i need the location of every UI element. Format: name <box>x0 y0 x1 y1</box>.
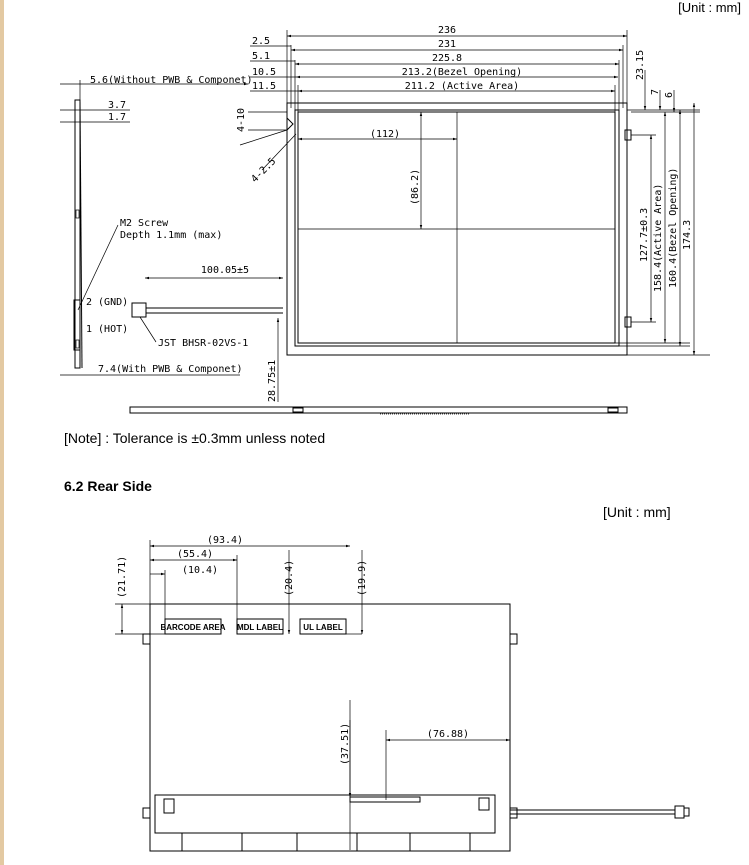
dim-127-7: 127.7±0.3 <box>639 207 650 262</box>
dim-231: 231 <box>437 39 457 50</box>
mount-hole-tl <box>287 118 293 130</box>
screw-depth: Depth 1.1mm (max) <box>120 230 223 241</box>
dim-5-6: 5.6(Without PWB & Componet) <box>90 75 253 86</box>
dim-3-7: 3.7 <box>108 100 127 111</box>
rear-pwb <box>155 795 495 833</box>
dim-28-75: 28.75±1 <box>267 359 278 402</box>
pin-gnd: 2 (GND) <box>86 297 129 308</box>
dim-cable-length: 100.05±5 <box>200 265 250 276</box>
dim-2-5: 2.5 <box>252 36 271 47</box>
dim-11-5: 11.5 <box>252 81 277 92</box>
dim-112: (112) <box>369 129 401 140</box>
dim-bezel-height: 160.4(Bezel Opening) <box>668 167 679 288</box>
section-heading: 6.2 Rear Side <box>64 478 152 494</box>
dim-20-4: (20.4) <box>284 559 295 596</box>
dim-86-2: (86.2) <box>410 168 421 205</box>
unit-label-rear: [Unit : mm] <box>603 504 671 520</box>
front-view <box>236 25 710 355</box>
mount-hole-tr <box>625 130 631 140</box>
unit-label-top: [Unit : mm] <box>678 0 741 15</box>
dim-23-15: 23.15 <box>635 49 646 80</box>
dim-5-1: 5.1 <box>252 51 271 62</box>
dim-7-4: 7.4(With PWB & Componet) <box>98 364 243 375</box>
active-area <box>298 112 615 343</box>
dim-4-r2-5: 4-2.5 <box>249 156 279 186</box>
dim-active-width: 211.2 (Active Area) <box>404 81 520 92</box>
ul-label: UL LABEL <box>303 623 343 632</box>
dim-236: 236 <box>437 25 457 36</box>
dim-55-4: (55.4) <box>176 549 214 560</box>
dim-93-4: (93.4) <box>206 535 244 546</box>
dim-21-71: (21.71) <box>117 555 128 598</box>
connector-label: JST BHSR-02VS-1 <box>158 338 249 349</box>
pin-hot: 1 (HOT) <box>86 324 129 335</box>
dim-37-51: (37.51) <box>340 722 351 765</box>
mdl-label: MDL LABEL <box>236 623 284 632</box>
bottom-view <box>130 407 627 413</box>
side-outline <box>75 100 80 368</box>
mount-hole-br <box>625 317 631 327</box>
dim-4-10: 4-10 <box>236 107 247 132</box>
tolerance-note: [Note] : Tolerance is ±0.3mm unless noted <box>64 430 326 446</box>
dim-174-3: 174.3 <box>682 219 693 250</box>
side-view <box>60 75 627 414</box>
dim-10-4: (10.4) <box>181 565 219 576</box>
rear-outline <box>150 604 510 851</box>
dim-active-height: 158.4(Active Area) <box>653 183 664 292</box>
dim-6: 6 <box>664 91 675 98</box>
rear-view <box>115 535 689 851</box>
dim-1-7: 1.7 <box>108 112 127 123</box>
dim-76-88: (76.88) <box>426 729 470 740</box>
dim-bezel-width: 213.2(Bezel Opening) <box>401 67 523 78</box>
connector-shape <box>132 303 146 317</box>
dim-7: 7 <box>650 88 661 95</box>
dim-225-8: 225.8 <box>431 53 463 64</box>
dim-19-9: (19.9) <box>357 559 368 596</box>
rear-connector <box>350 797 420 802</box>
barcode-area-label: BARCODE AREA <box>160 623 226 632</box>
screw-label: M2 Screw <box>120 218 169 229</box>
dim-10-5: 10.5 <box>252 67 277 78</box>
